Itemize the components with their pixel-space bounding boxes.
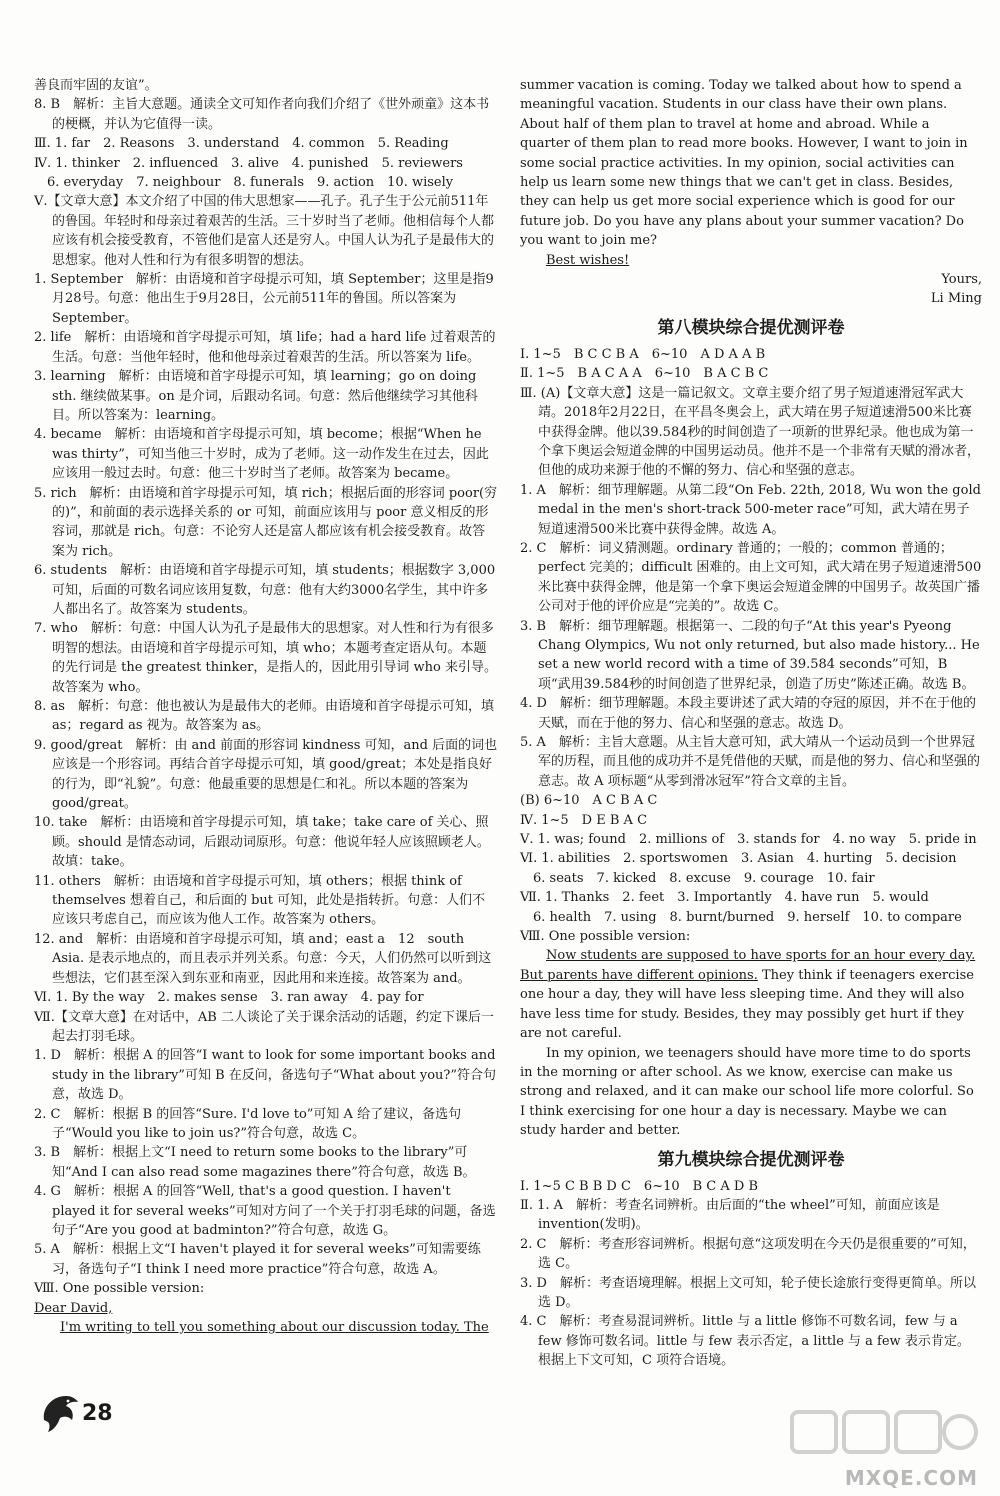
answer-item: 6. students 解析：由语境和首字母提示可知，填 students；根据数字 3,000可知，后面的可数名词应该用复数，句意：他有大约3000名学生，其中许多人都出名了。故答案为 students。 xyxy=(34,563,496,617)
answer-line: Ⅷ. One possible version: xyxy=(520,929,691,945)
answer-item: 3. B 解析：根据上文“I need to return some books to the library”可知“And I can also read some magazines there”符合句意，故选 B。 xyxy=(34,1145,476,1180)
section-heading-8: 第八模块综合提优测评卷 xyxy=(657,317,845,338)
letter-salutation: Dear David, xyxy=(34,1300,113,1316)
summary-paragraph: Ⅲ. (A)【文章大意】这是一篇记叙文。文章主要介绍了男子短道速滑冠军武大靖。2018年2月22日，在平昌冬奥会上，武大靖在男子短道速滑500米比赛中获得金牌。他以39.584秒的时间创造了一项新的世界纪录。他也成为第一个拿下奥运会短道金牌的中国男运动员。他并不是一个非常有天赋的滑冰者，但他的成功来源于他的不懈的努力、信心和坚强的意志。 xyxy=(520,385,981,479)
letter-closing: Best wishes! xyxy=(546,252,630,268)
essay-paragraph-2: In my opinion, we teenagers should have more time to do sports in the morning or after school. As we know, exercise can make us strong and relaxed, and it can make our school life more colorful. So I think exercising for one hour a day is necessary. Maybe we can study harder and better. xyxy=(520,1045,974,1139)
answer-line: Ⅷ. One possible version: xyxy=(34,1281,205,1297)
answer-item: 7. who 解析：句意：中国人认为孔子是最伟大的思想家。对人性和行为有很多明智的想法。由语境和首字母提示可知，填 who；本题考查定语从句。本题的先行词是 the greatest thinker，是指人的，因此用引导词 who 来引导。故答案为 who。 xyxy=(34,621,497,695)
answer-line: Ⅳ. 1. thinker 2. influenced 3. alive 4. punished 5. reviewers xyxy=(34,155,463,171)
answer-item: 2. life 解析：由语境和首字母提示可知，填 life；had a hard life 过着艰苦的生活。句意：当他年轻时，他和他母亲过着艰苦的生活。所以答案为 life。 xyxy=(34,330,496,365)
answer-line: Ⅵ. 1. abilities 2. sportswomen 3. Asian 4. hurting 5. decision xyxy=(520,851,957,867)
essay-opening: Now students are supposed to have sports for an hour every day. But parents have different opinions. xyxy=(520,948,976,983)
answer-item: 9. good/great 解析：由 and 前面的形容词 kindness 可知，and 后面的词也应该是一个形容词。再结合首字母提示可知，填 good/great；本处是指良好的行为，即“礼貌”。句意：他最重要的思想是仁和礼。所以本题的答案为 good/great。 xyxy=(34,737,498,812)
right-column xyxy=(520,76,982,1371)
answer-item: 2. C 解析：考查形容词辨析。根据句意“这项发明在今天仍是很重要的”可知，选 C。 xyxy=(520,1236,976,1272)
answer-line: Ⅵ. 1. By the way 2. makes sense 3. ran away 4. pay for xyxy=(34,990,424,1006)
watermark-text: MXQE.COM xyxy=(844,1466,978,1490)
essay-paragraph-1 xyxy=(520,946,982,1043)
answer-item: 4. became 解析：由语境和首字母提示可知，填 become；根据“When he was thirty”，可知当他三十岁时，成为了老师。这一动作发生在过去，因此应该用一般过去时。句意：他三十岁时当了老师。故答案为 became。 xyxy=(34,427,489,482)
answer-line: (B) 6~10 A C B A C xyxy=(520,793,658,809)
letter-opening-text: I'm writing to tell you something about our discussion today. The xyxy=(60,1320,489,1335)
page-number-block xyxy=(38,1390,113,1436)
essay-text: They think if teenagers exercise one hour a day, they will have less sleeping time. And they will also have less time for study. Besides, they may possibly get hurt if they are not careful. xyxy=(520,967,974,1042)
answer-item: 3. B 解析：细节理解题。根据第一、二段的句子“At this year's Pyeong Chang Olympics, Wu not only returned, but also made history... He set a new world record with a time of 39.584 seconds”可知，B 项“武用39.584秒的时间创造了世界纪录，创造了历史”陈述正确。故选 B。 xyxy=(520,618,980,692)
summary-paragraph: Ⅴ.【文章大意】本文介绍了中国的伟大思想家——孔子。孔子生于公元前511年的鲁国。年轻时和母亲过着艰苦的生活。三十岁时当了老师。他相信每个人都应该有机会接受教育，不管他们是富人还是穷人。中国人认为孔子是最伟大的思想家。他对人性和行为有很多明智的想法。 xyxy=(34,194,495,268)
section-heading-9: 第九模块综合提优测评卷 xyxy=(657,1149,845,1170)
letter-opening xyxy=(34,1318,498,1337)
answer-line: 6. everyday 7. neighbour 8. funerals 9. action 10. wisely xyxy=(34,175,454,191)
answer-item: 12. and 解析：由语境和首字母提示可知，填 and；east a 12 south Asia. 是表示地点的，而且表示并列关系。句意：今天，人们仍然可以听到这些想法，它们甚至深入到东亚和南亚，因此用和来连接。故答案为 and。 xyxy=(34,931,492,986)
answer-item: 4. G 解析：根据 A 的回答“Well, that's a good question. I haven't played it for several weeks”可知对方问了一个关于打羽毛球的问题，备选句子“Are you good at badminton?”符合句意，故选 G。 xyxy=(34,1184,496,1238)
text-line: 善良而牢固的友谊”。 xyxy=(34,78,158,93)
answer-item: 4. C 解析：考查易混词辨析。little 与 a little 修饰不可数名词，few 与 a few 修饰可数名词。little 与 few 表示否定，a little 与 a few 表示肯定。根据上下文可知，C 项符合语境。 xyxy=(520,1314,970,1369)
answer-line: 6. health 7. using 8. burnt/burned 9. herself 10. to compare xyxy=(520,909,962,925)
page-number: 28 xyxy=(82,1400,113,1426)
answer-item: 1. September 解析：由语境和首字母提示可知，填 September；这里是指9月28号。句意：他出生于9月28日，公元前511年的鲁国。所以答案为 September。 xyxy=(34,272,494,326)
letter-signature: Li Ming xyxy=(930,291,982,307)
answer-line: Ⅱ. 1~5 B A C A A 6~10 B A C B C xyxy=(520,366,769,382)
answer-item: 1. A 解析：细节理解题。从第二段“On Feb. 22th, 2018, Wu won the gold medal in the men's short-track 500-meter race”可知，武大靖在男子短道速滑500米比赛中获得金牌。故选 A。 xyxy=(520,482,981,537)
answer-item: 2. C 解析：根据 B 的回答“Sure. I'd love to”可知 A 给了建议，备选句子“Would you like to join us?”符合句意，故选 C。 xyxy=(34,1106,462,1141)
answer-line: Ⅶ. 1. Thanks 2. feet 3. Importantly 4. have run 5. would xyxy=(520,890,929,906)
left-column xyxy=(34,76,498,1337)
answer-item: 8. B 解析：主旨大意题。通读全文可知作者向我们介绍了《世外顽童》这本书的梗概，并认为它值得一读。 xyxy=(34,97,490,132)
answer-line: 6. seats 7. kicked 8. excuse 9. courage 10. fair xyxy=(520,870,875,886)
letter-body: summer vacation is coming. Today we talked about how to spend a meaningful vacation. Students in our class have their own plans. About half of them plan to travel at home and abroad. While a quarter of them plan to read more books. However, I want to join in some social practice activities. In my opinion, social activities can help us learn some new things that we can't get in class. Besides, they can help us get more social experience which is good for our future job. Do you have any plans about your summer vacation? Do you want to join me? xyxy=(520,78,968,249)
dolphin-icon xyxy=(38,1390,80,1436)
answer-item: 3. D 解析：考查语境理解。根据上文可知，轮子使长途旅行变得更简单。所以选 D。 xyxy=(520,1275,976,1310)
answer-item: Ⅱ. 1. A 解析：考查名词辨析。由后面的“the wheel”可知，前面应该是 invention(发明)。 xyxy=(520,1197,940,1233)
answer-line: Ⅰ. 1~5 B C C B A 6~10 A D A A B xyxy=(520,346,766,362)
answer-item: 3. learning 解析：由语境和首字母提示可知，填 learning；go on doing sth. 继续做某事。on 是介词，后跟动名词。句意：然后他继续学习其他科目。所以答案为：learning。 xyxy=(34,369,478,423)
answer-item: 11. others 解析：由语境和首字母提示可知，填 others；根据 think of themselves 想着自己，和后面的 but 可知，此处是指转折。句意：人们不应该只考虑自己，而应该为他人工作。故答案为 others。 xyxy=(34,873,486,928)
answer-item: 2. C 解析：词义猜测题。ordinary 普通的；一般的；common 普通的；perfect 完美的；difficult 困难的。由上文可知，武大靖在男子短道速滑500米比赛中获得金牌，他是第一个拿下奥运会短道金牌的中国男子。故英国广播公司对于他的评价应是“完美的”。故选 C。 xyxy=(520,540,982,615)
answer-line: Ⅳ. 1~5 D E B A C xyxy=(520,812,648,828)
answer-item: 5. rich 解析：由语境和首字母提示可知，填 rich；根据后面的形容词 poor(穷的)”，和前面的表示选择关系的 or 可知，前面应该用与 poor 意义相反的形容词，那就是 rich。句意：不论穷人还是富人都应该有机会接受教育。故答案为 rich。 xyxy=(34,485,498,559)
answer-line: Ⅲ. 1. far 2. Reasons 3. understand 4. common 5. Reading xyxy=(34,136,449,152)
answer-item: 5. A 解析：根据上文“I haven't played it for several weeks”可知需要练习，备选句子“I think I need more practice”符合句意，故选 A。 xyxy=(34,1242,481,1277)
answer-item: 10. take 解析：由语境和首字母提示可知，填 take；take care of 关心、照顾。should 是情态动词，后跟动词原形。句意：他说年轻人应该照顾老人。故填：take。 xyxy=(34,815,490,870)
summary-paragraph: Ⅶ.【文章大意】在对话中，AB 二人谈论了关于课余活动的话题，约定下课后一起去打羽毛球。 xyxy=(34,1009,494,1044)
letter-signoff: Yours, xyxy=(941,272,982,288)
answer-line: Ⅰ. 1~5 C B B D C 6~10 B C A D B xyxy=(520,1178,759,1194)
answer-item: 5. A 解析：主旨大意题。从主旨大意可知，武大靖从一个运动员到一个世界冠军的历程，而且他的成功并不是凭借他的天赋，而是他的努力、信心和坚强的意志。故 A 项标题“从零到滑冰冠军”符合文章的主旨。 xyxy=(520,735,981,789)
answer-item: 1. D 解析：根据 A 的回答“I want to look for some important books and study in the library”可知 B 在反问，备选句子“What about you?”符合句意，故选 D。 xyxy=(34,1048,497,1103)
answer-line: Ⅴ. 1. was; found 2. millions of 3. stands for 4. no way 5. pride in xyxy=(520,832,977,848)
answer-item: 8. as 解析：句意：他也被认为是最伟大的老师。由语境和首字母提示可知，填 as；regard as 视为。故答案为 as。 xyxy=(34,699,494,734)
answer-item: 4. D 解析：细节理解题。本段主要讲述了武大靖的夺冠的原因，并不在于他的天赋，而在于他的努力、信心和坚强的意志。故选 D。 xyxy=(520,696,976,731)
